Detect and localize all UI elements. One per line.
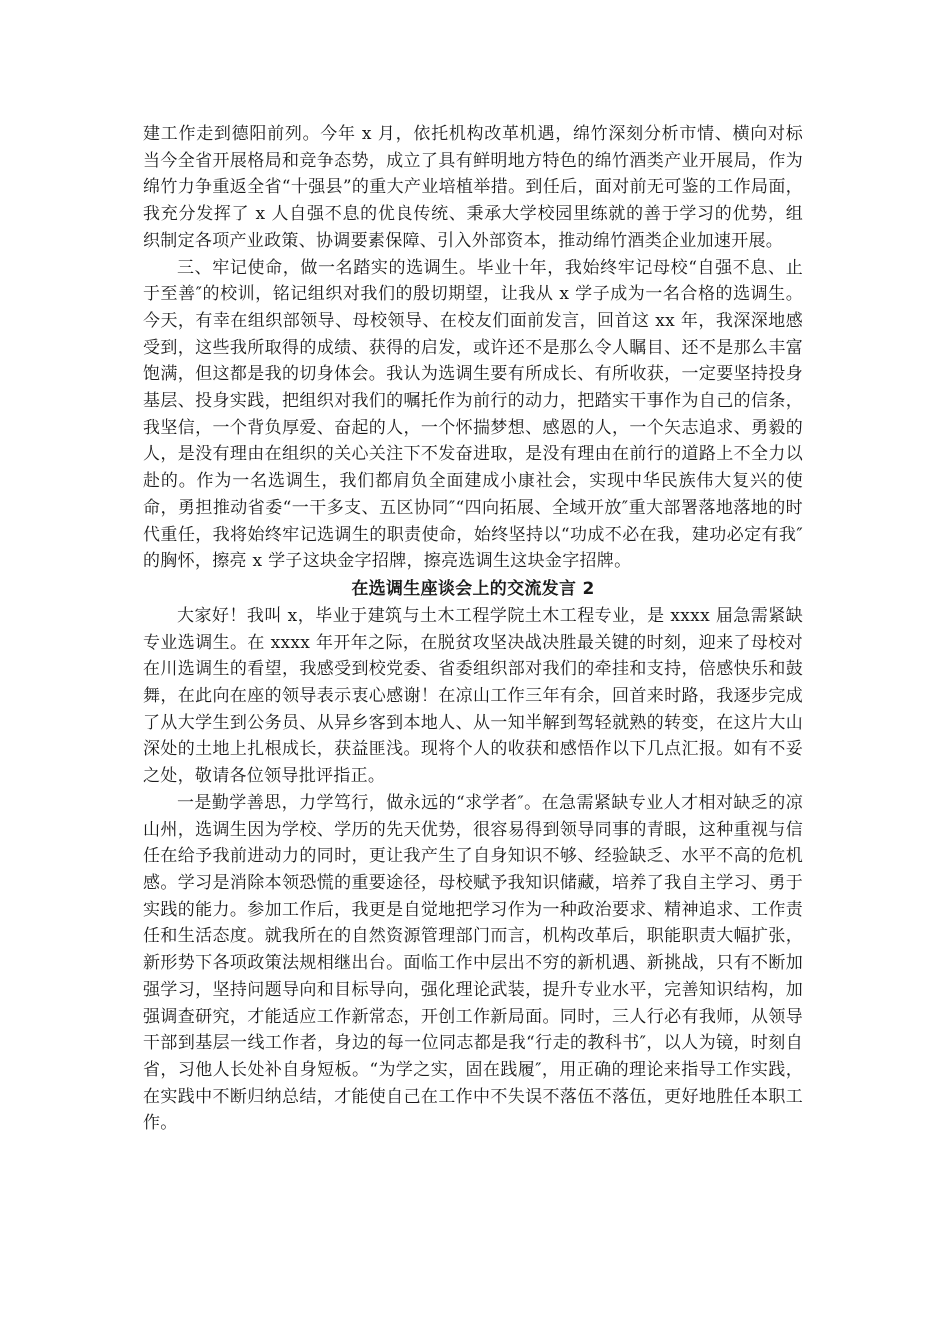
paragraph-construction-work: 建工作走到德阳前列。今年 x 月，依托机构改革机遇，绵竹深刻分析市情、横向对标当今全省开展格局和竞争态势，成立了具有鲜明地方特色的绵竹酒类产业开展局，作为绵竹力争重返全省“十强县”的重大产业培植举措。到任后，面对前无可鉴的工作局面，我充分发挥了 x 人自强不息的优良传统、秉承大学校园里练就的善于学习的优势，组织制定各项产业政策、协调要素保障、引入外部资本，推动绵竹酒类企业加速开展。 xyxy=(143,124,803,251)
paragraph-study-section: 一是勤学善思，力学笃行，做永远的“求学者″。在急需紧缺专业人才相对缺乏的凉山州，选调生因为学校、学历的先天优势，很容易得到领导同事的青眼，这种重视与信任在给予我前进动力的同时，更让我产生了自身知识不够、经验缺乏、水平不高的危机感。学习是消除本领恐慌的重要途径，母校赋予我知识储藏，培养了我自主学习、勇于实践的能力。参加工作后，我更是自觉地把学习作为一种政治要求、精神追求、工作责任和生活态度。就我所在的自然资源管理部门而言，机构改革后，职能职责大幅扩张，新形势下各项政策法规相继出台。面临工作中层出不穷的新机遇、新挑战，只有不断加强学习，坚持问题导向和目标导向，强化理论武装，提升专业水平，完善知识结构，加强调查研究，才能适应工作新常态，开创工作新局面。同时，三人行必有我师，从领导干部到基层一线工作者，身边的每一位同志都是我“行走的教科书″，以人为镜，时刻自省，习他人长处补自身短板。“为学之实，固在践履″，用正确的理论来指导工作实践，在实践中不断归纳总结，才能使自己在工作中不失误不落伍不落伍，更好地胜任本职工作。 xyxy=(143,792,803,1134)
section-title: 在选调生座谈会上的交流发言 2 xyxy=(351,578,595,599)
paragraph-greeting: 大家好！我叫 x，毕业于建筑与土木工程学院土木工程专业，是 xxxx 届急需紧缺专业选调生。在 xxxx 年开年之际，在脱贫攻坚决战决胜最关键的时刻，迎来了母校对在川选调生的看望，我感受到校党委、省委组织部对我们的牵挂和支持，倍感快乐和鼓舞，在此向在座的领导表示衷心感谢！在凉山工作三年有余，回首来时路，我逐步完成了从大学生到公务员、从异乡客到本地人、从一知半解到驾轻就熟的转变，在这片大山深处的土地上扎根成长，获益匪浅。现将个人的收获和感悟作以下几点汇报。如有不妥之处，敬请各位领导批评指正。 xyxy=(143,605,803,787)
document-body xyxy=(143,121,803,1137)
paragraph-mission-section: 三、牢记使命，做一名踏实的选调生。毕业十年，我始终牢记母校“自强不息、止于至善″的校训，铭记组织对我们的殷切期望，让我从 x 学子成为一名合格的选调生。今天，有幸在组织部领导、母校领导、在校友们面前发言，回首这 xx 年，我深深地感受到，这些我所取得的成绩、获得的启发，或许还不是那么令人瞩目、还不是那么丰富饱满，但这都是我的切身体会。我认为选调生要有所成长、有所收获，一定要坚持投身基层、投身实践，把组织对我们的嘱托作为前行的动力，把踏实干事作为自己的信条，我坚信，一个背负厚爱、奋起的人，一个怀揣梦想、感恩的人，一个矢志追求、勇毅的人，是没有理由在组织的关心关注下不发奋进取，是没有理由在前行的道路上不全力以赴的。作为一名选调生，我们都肩负全面建成小康社会，实现中华民族伟大复兴的使命，勇担推动省委“一干多支、五区协同″“四向拓展、全域开放″重大部署落地落地的时代重任，我将始终牢记选调生的职责使命，始终坚持以“功成不必在我，建功必定有我″的胸怀，擦亮 x 学子这块金字招牌，擦亮选调生这块金字招牌。 xyxy=(143,257,803,572)
